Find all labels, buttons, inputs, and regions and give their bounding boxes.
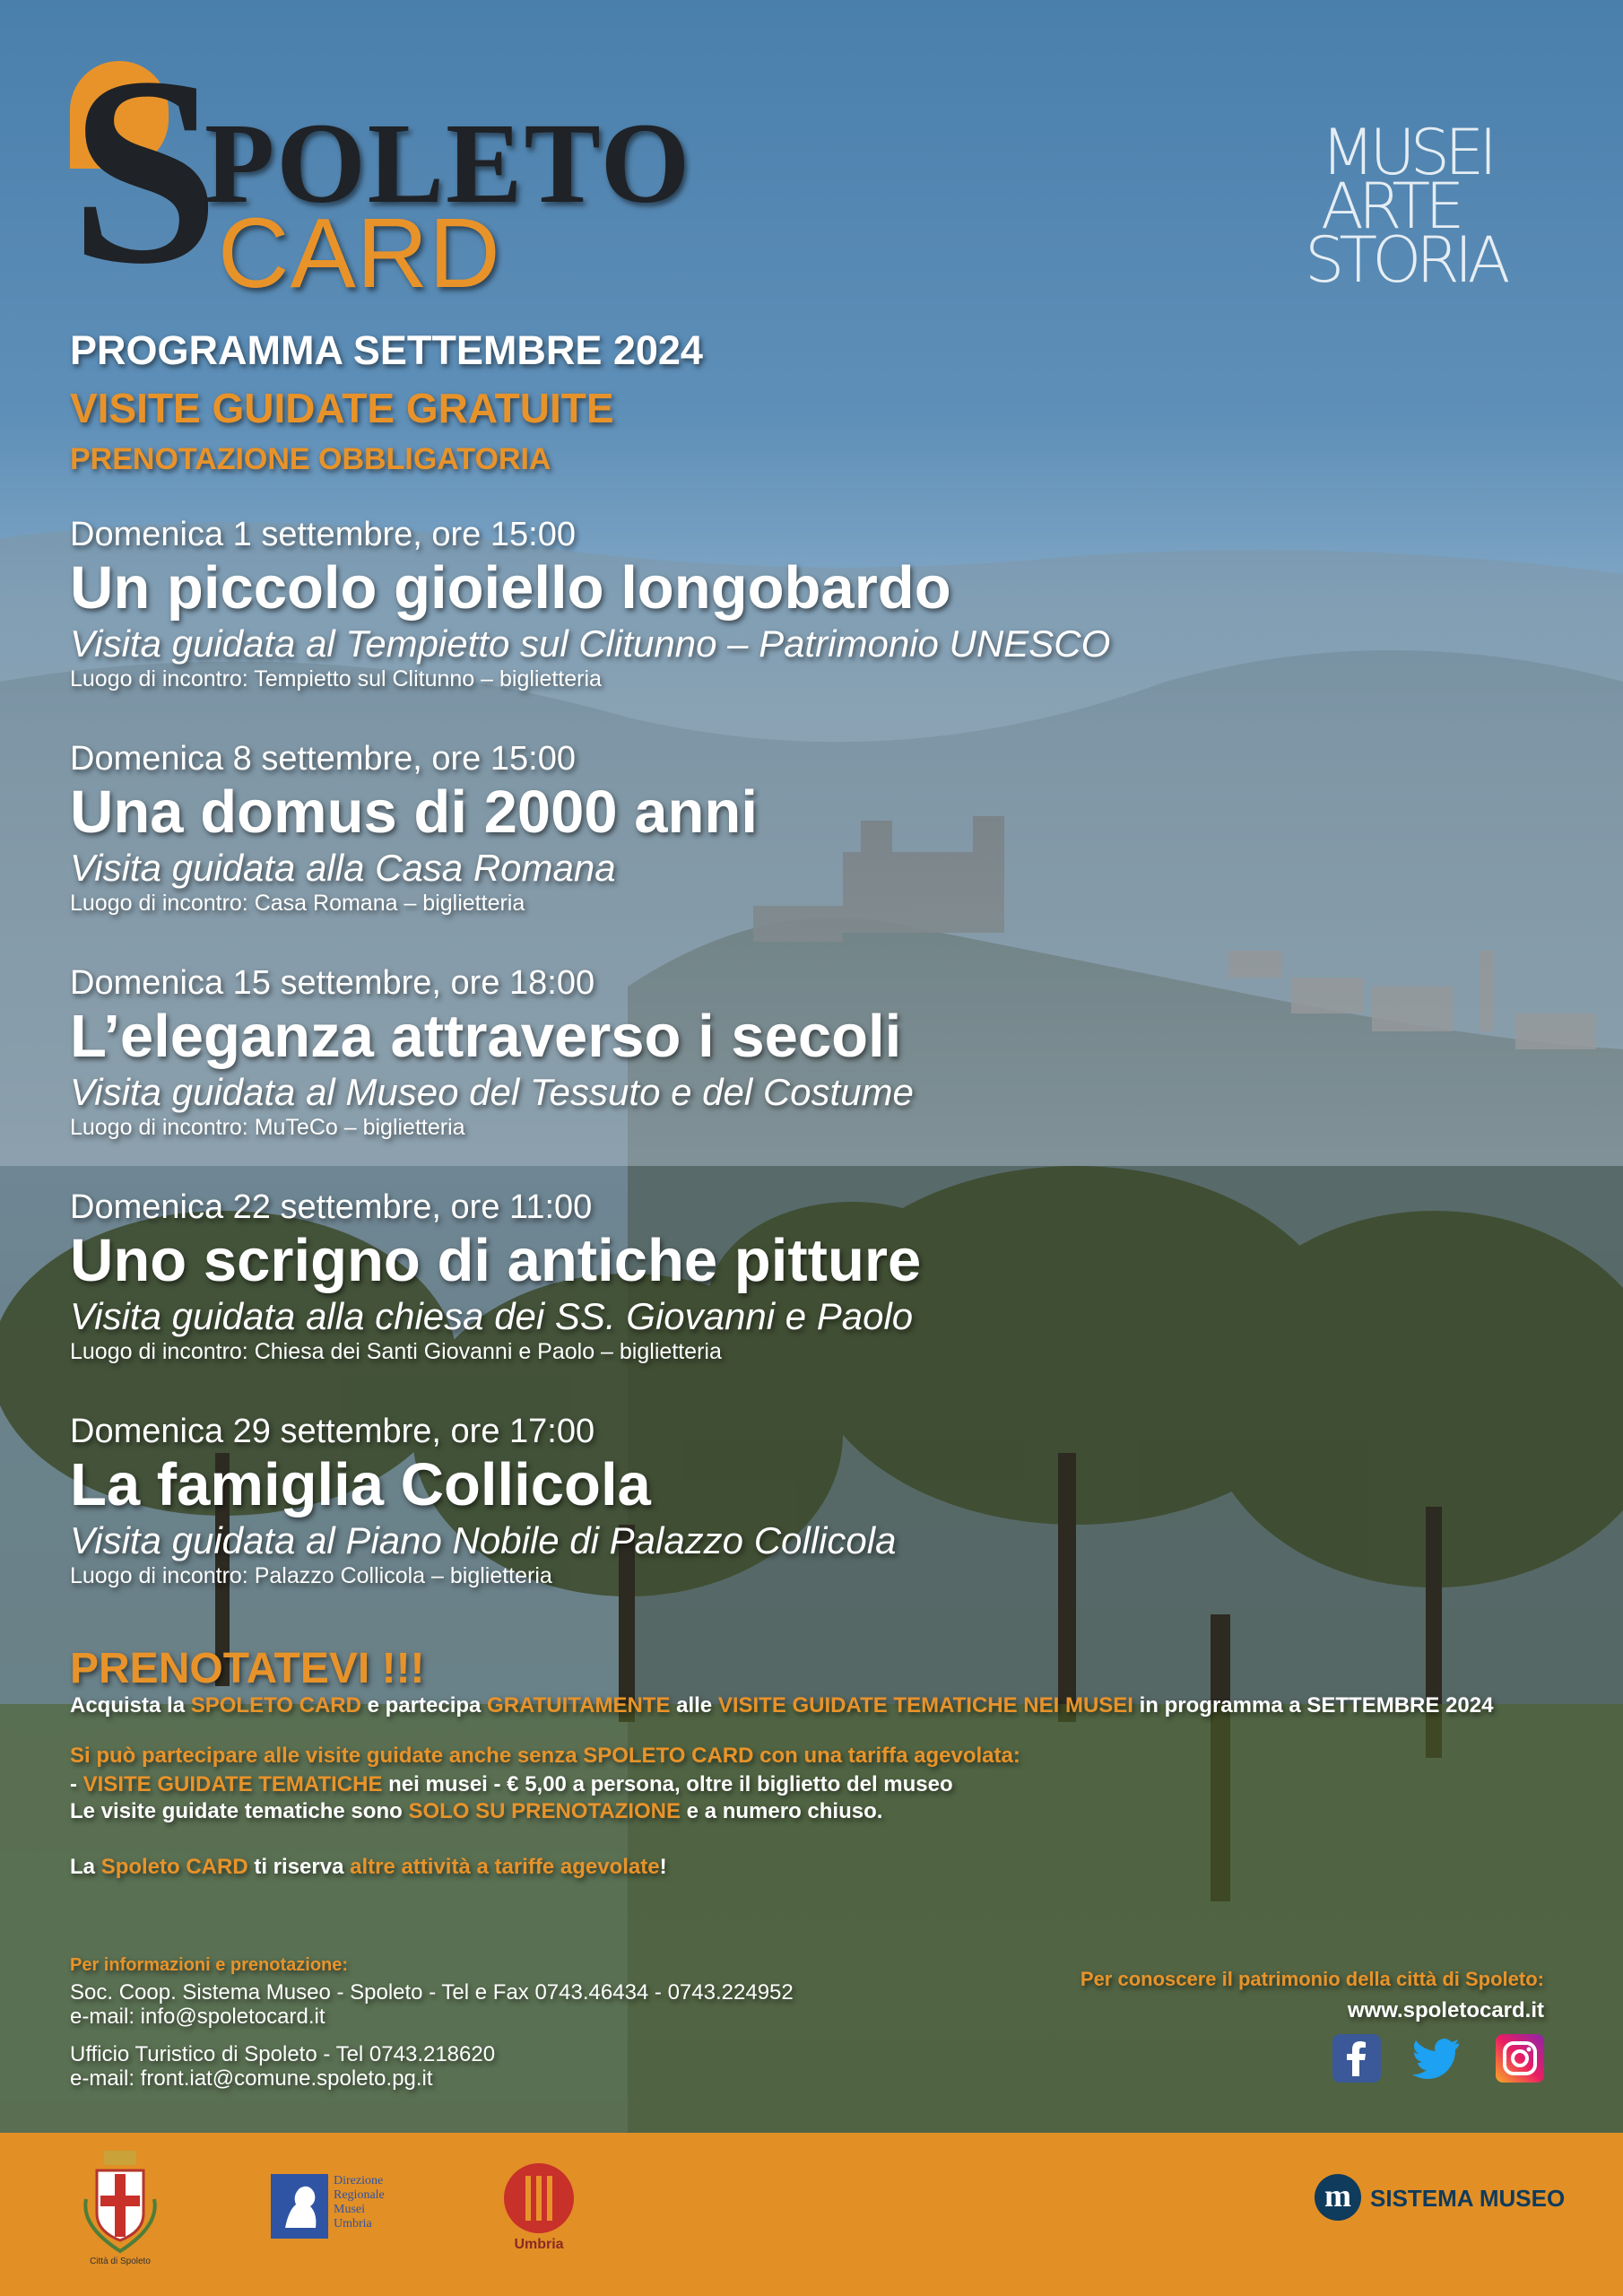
spoleto-card-logo	[70, 22, 692, 319]
sistema-museo-icon: m	[1315, 2174, 1361, 2221]
event-1	[70, 515, 1415, 692]
direzione-line: Direzione	[334, 2174, 384, 2187]
text: in programma a SETTEMBRE 2024	[1133, 1693, 1494, 1718]
facebook-icon[interactable]	[1332, 2034, 1381, 2083]
text-highlight: SPOLETO CARD	[190, 1693, 361, 1718]
info-line-prezzo	[70, 1770, 953, 1799]
text: Le visite guidate tematiche sono	[70, 1799, 409, 1823]
info-line-tariffa	[70, 1742, 1020, 1770]
event-4	[70, 1187, 1415, 1365]
event-subtitle: Visita guidata alla Casa Romana	[70, 847, 616, 889]
direzione-regionale-icon	[271, 2174, 328, 2239]
logo-poleto: POLETO	[204, 100, 692, 227]
event-subtitle: Visita guidata alla chiesa dei SS. Giovanni e Paolo	[70, 1295, 914, 1337]
instagram-icon[interactable]	[1496, 2034, 1544, 2083]
event-title: La famiglia Collicola	[70, 1451, 651, 1518]
text: e a numero chiuso.	[681, 1799, 883, 1823]
direzione-line: Regionale	[334, 2188, 385, 2202]
contacts-heading: Per informazioni e prenotazione:	[70, 1955, 349, 1975]
musei-arte-storia-logo	[1305, 116, 1538, 297]
event-date: Domenica 29 settembre, ore 17:00	[70, 1413, 595, 1450]
mas-musei: MUSEI	[1321, 116, 1492, 189]
event-2	[70, 739, 1415, 917]
logo-letter-s: S	[70, 22, 220, 319]
text-highlight: SOLO SU PRENOTAZIONE	[408, 1799, 681, 1823]
event-title: Una domus di 2000 anni	[70, 778, 758, 846]
visite-gratuite-heading: VISITE GUIDATE GRATUITE	[70, 385, 614, 431]
text: ti riserva	[247, 1855, 351, 1879]
event-date: Domenica 1 settembre, ore 15:00	[70, 516, 576, 553]
sistema-museo-label: SISTEMA MUSEO	[1370, 2185, 1566, 2212]
text-highlight: altre attività a tariffe agevolate	[350, 1855, 660, 1879]
direzione-line: Musei	[334, 2203, 365, 2216]
city-label: Città di Spoleto	[90, 2257, 151, 2266]
city-of-spoleto-crest	[79, 2145, 161, 2271]
event-place: Luogo di incontro: MuTeCo – biglietteria	[70, 1115, 465, 1140]
umbria-logo-icon	[504, 2163, 574, 2233]
text-highlight: VISITE GUIDATE TEMATICHE	[82, 1772, 383, 1796]
umbria-label: Umbria	[514, 2237, 564, 2252]
programma-heading: PROGRAMMA SETTEMBRE 2024	[70, 327, 703, 373]
info-line-riserva	[70, 1853, 667, 1882]
event-date: Domenica 15 settembre, ore 18:00	[70, 964, 595, 1002]
text-highlight: Si può partecipare alle visite guidate anche senza	[70, 1744, 584, 1768]
patrimonio-heading: Per conoscere il patrimonio della città di Spoleto:	[1080, 1968, 1544, 1990]
info-line-acquista	[70, 1692, 1493, 1720]
text: La	[70, 1855, 101, 1879]
mas-storia: STORIA	[1305, 223, 1506, 297]
event-place: Luogo di incontro: Palazzo Collicola – biglietteria	[70, 1563, 552, 1588]
event-5	[70, 1412, 1415, 1589]
twitter-icon[interactable]	[1412, 2034, 1461, 2083]
direzione-line: Umbria	[334, 2217, 372, 2231]
text: alle	[670, 1693, 718, 1718]
event-place: Luogo di incontro: Tempietto sul Clitunno – biglietteria	[70, 666, 602, 691]
event-3	[70, 963, 1415, 1141]
event-subtitle: Visita guidata al Piano Nobile di Palazzo Collicola	[70, 1519, 897, 1561]
text: -	[70, 1772, 83, 1796]
event-subtitle: Visita guidata al Tempietto sul Clitunno – Patrimonio UNESCO	[70, 622, 1111, 665]
event-title: L’eleganza attraverso i secoli	[70, 1003, 902, 1070]
contact-email-info[interactable]: e-mail: info@spoletocard.it	[70, 2005, 325, 2029]
event-title: Un piccolo gioiello longobardo	[70, 554, 951, 622]
event-date: Domenica 8 settembre, ore 15:00	[70, 740, 576, 778]
text: nei musei - € 5,00 a persona, oltre il biglietto del museo	[382, 1772, 953, 1796]
contact-ufficio-turistico: Ufficio Turistico di Spoleto - Tel 0743.218620	[70, 2042, 496, 2066]
text: e partecipa	[360, 1693, 488, 1718]
event-place: Luogo di incontro: Casa Romana – biglietteria	[70, 891, 525, 916]
text-highlight: VISITE GUIDATE TEMATICHE NEI MUSEI	[717, 1693, 1133, 1718]
contact-sistema-museo: Soc. Coop. Sistema Museo - Spoleto - Tel e Fax 0743.46434 - 0743.224952	[70, 1980, 794, 2005]
event-place: Luogo di incontro: Chiesa dei Santi Giovanni e Paolo – biglietteria	[70, 1339, 722, 1364]
prenotazione-obbligatoria: PRENOTAZIONE OBBLIGATORIA	[70, 442, 551, 476]
website-link[interactable]: www.spoletocard.it	[1347, 1998, 1544, 2022]
mas-arte: ARTE	[1321, 170, 1460, 243]
text-highlight: GRATUITAMENTE	[487, 1693, 671, 1718]
footer-bar	[0, 2133, 1623, 2296]
text: !	[659, 1855, 667, 1879]
event-subtitle: Visita guidata al Museo del Tessuto e del Costume	[70, 1071, 914, 1113]
text-highlight: SPOLETO CARD	[583, 1744, 754, 1768]
direzione-regionale-text	[334, 2174, 385, 2231]
text-highlight: con una tariffa agevolata:	[753, 1744, 1020, 1768]
info-line-prenotazione	[70, 1797, 882, 1826]
prenotatevi-heading: PRENOTATEVI !!!	[70, 1645, 425, 1692]
event-title: Uno scrigno di antiche pitture	[70, 1227, 922, 1294]
text-highlight: Spoleto CARD	[100, 1855, 248, 1879]
text: Acquista la	[70, 1693, 191, 1718]
contact-email-iat[interactable]: e-mail: front.iat@comune.spoleto.pg.it	[70, 2066, 433, 2091]
logo-card: CARD	[218, 198, 501, 309]
event-date: Domenica 22 settembre, ore 11:00	[70, 1188, 593, 1226]
